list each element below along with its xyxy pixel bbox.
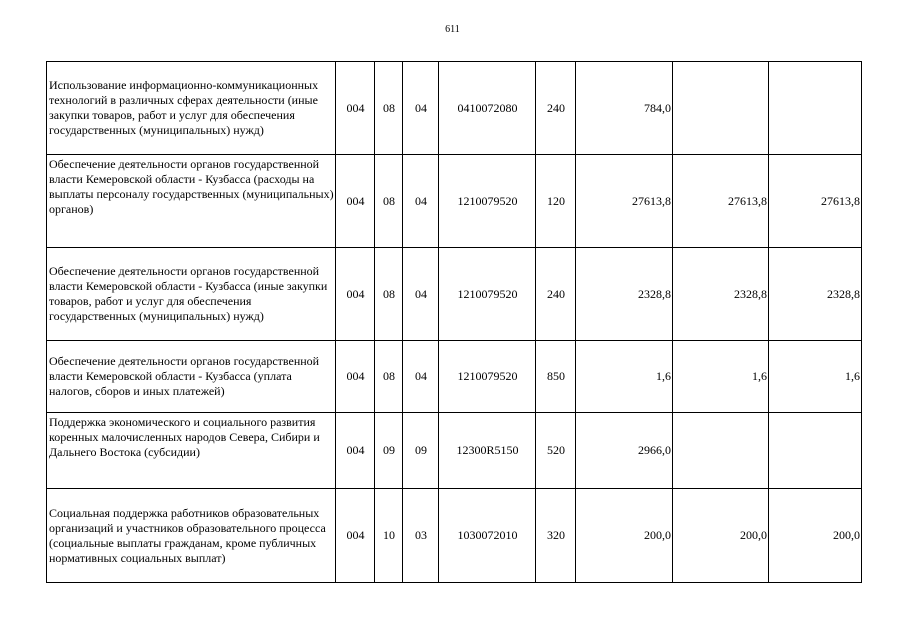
subsection-code: 09	[403, 413, 439, 489]
ministry-code: 004	[336, 248, 375, 341]
amount-year-1: 200,0	[576, 489, 673, 583]
amount-year-3	[769, 413, 862, 489]
table-row	[47, 62, 862, 155]
budget-table	[46, 61, 862, 583]
target-article-code: 1210079520	[439, 248, 536, 341]
ministry-code: 004	[336, 341, 375, 413]
amount-year-2	[673, 413, 769, 489]
table-row	[47, 155, 862, 248]
section-code: 09	[375, 413, 403, 489]
target-article-code: 1210079520	[439, 341, 536, 413]
ministry-code: 004	[336, 413, 375, 489]
subsection-code: 03	[403, 489, 439, 583]
subsection-code: 04	[403, 62, 439, 155]
target-article-code: 0410072080	[439, 62, 536, 155]
amount-year-1: 1,6	[576, 341, 673, 413]
section-code: 10	[375, 489, 403, 583]
amount-year-2	[673, 62, 769, 155]
table-row	[47, 489, 862, 583]
row-name: Социальная поддержка работников образовательных организаций и участников образовательного процесса (социальные выплаты гражданам, кроме публичных нормативных социальных выплат)	[47, 489, 336, 583]
row-name: Обеспечение деятельности органов государственной власти Кемеровской области - Кузбасса (расходы на выплаты персоналу государственных (муниципальных) органов)	[47, 155, 336, 248]
subsection-code: 04	[403, 248, 439, 341]
target-article-code: 12300R5150	[439, 413, 536, 489]
page-number: 611	[445, 24, 460, 35]
amount-year-2: 27613,8	[673, 155, 769, 248]
ministry-code: 004	[336, 489, 375, 583]
amount-year-1: 27613,8	[576, 155, 673, 248]
expense-type-code: 320	[536, 489, 576, 583]
target-article-code: 1030072010	[439, 489, 536, 583]
row-name: Обеспечение деятельности органов государственной власти Кемеровской области - Кузбасса (уплата налогов, сборов и иных платежей)	[47, 341, 336, 413]
row-name: Обеспечение деятельности органов государственной власти Кемеровской области - Кузбасса (иные закупки товаров, работ и услуг для обеспечения государственных (муниципальных) нужд)	[47, 248, 336, 341]
row-name: Использование информационно-коммуникационных технологий в различных сферах деятельности (иные закупки товаров, работ и услуг для обеспечения государственных (муниципальных) нужд)	[47, 62, 336, 155]
amount-year-1: 2328,8	[576, 248, 673, 341]
amount-year-2: 2328,8	[673, 248, 769, 341]
subsection-code: 04	[403, 341, 439, 413]
section-code: 08	[375, 341, 403, 413]
amount-year-3: 1,6	[769, 341, 862, 413]
amount-year-3: 2328,8	[769, 248, 862, 341]
subsection-code: 04	[403, 155, 439, 248]
expense-type-code: 240	[536, 62, 576, 155]
row-name: Поддержка экономического и социального развития коренных малочисленных народов Севера, Сибири и Дальнего Востока (субсидии)	[47, 413, 336, 489]
ministry-code: 004	[336, 62, 375, 155]
expense-type-code: 120	[536, 155, 576, 248]
amount-year-2: 200,0	[673, 489, 769, 583]
target-article-code: 1210079520	[439, 155, 536, 248]
ministry-code: 004	[336, 155, 375, 248]
expense-type-code: 520	[536, 413, 576, 489]
expense-type-code: 240	[536, 248, 576, 341]
table-row	[47, 413, 862, 489]
amount-year-3: 200,0	[769, 489, 862, 583]
amount-year-3	[769, 62, 862, 155]
amount-year-1: 2966,0	[576, 413, 673, 489]
table-row	[47, 341, 862, 413]
table-row	[47, 248, 862, 341]
section-code: 08	[375, 155, 403, 248]
amount-year-1: 784,0	[576, 62, 673, 155]
section-code: 08	[375, 62, 403, 155]
section-code: 08	[375, 248, 403, 341]
amount-year-3: 27613,8	[769, 155, 862, 248]
expense-type-code: 850	[536, 341, 576, 413]
amount-year-2: 1,6	[673, 341, 769, 413]
